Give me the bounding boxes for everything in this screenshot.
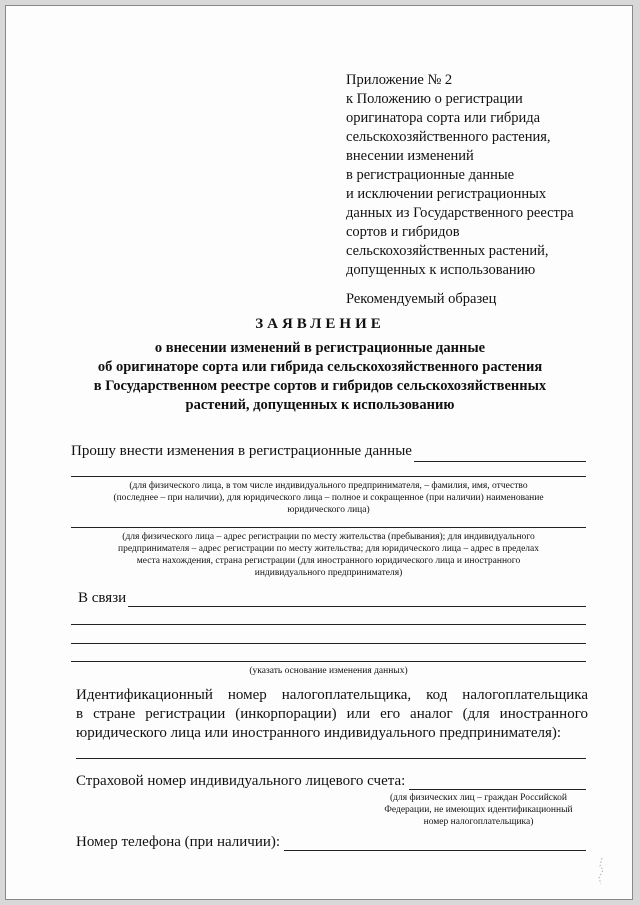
document-subtitle-line: в Государственном реестре сортов и гибридов сельскохозяйственных bbox=[93, 378, 547, 394]
name-note-line: (для физического лица, в том числе индивидуального предпринимателя, – фамилия, имя, отчество bbox=[129, 481, 528, 491]
document-page bbox=[5, 5, 633, 900]
tin-label-line: Идентификационный номер налогоплательщика, код налогоплательщика bbox=[76, 687, 588, 703]
reason-note: (указать основание изменения данных) bbox=[249, 666, 408, 676]
header-line: сельскохозяйственных растений, bbox=[346, 243, 549, 259]
header-line: данных из Государственного реестра bbox=[346, 205, 574, 221]
header-line: оригинатора сорта или гибрида bbox=[346, 110, 541, 126]
name-note-line: (последнее – при наличии), для юридического лица – полное и сокращенное (при наличии) наименование bbox=[113, 493, 544, 503]
snils-note-line: номер налогоплательщика) bbox=[423, 817, 534, 827]
sample-label: Рекомендуемый образец bbox=[346, 291, 497, 307]
request-field[interactable] bbox=[414, 461, 586, 462]
document-subtitle-line: растений, допущенных к использованию bbox=[185, 397, 455, 413]
reason-field-line-4[interactable] bbox=[71, 661, 586, 662]
document-subtitle-line: об оригинаторе сорта или гибрида сельскохозяйственного растения bbox=[97, 359, 543, 375]
phone-label: Номер телефона (при наличии): bbox=[76, 834, 281, 850]
name-note-line: юридического лица) bbox=[287, 505, 370, 515]
header-line: и исключении регистрационных bbox=[346, 186, 547, 202]
scan-mark-icon bbox=[594, 856, 608, 886]
request-label: Прошу внести изменения в регистрационные данные bbox=[71, 443, 412, 459]
tin-label-line: в стране регистрации (инкорпорации) или его аналог (для иностранного bbox=[76, 706, 588, 722]
snils-label: Страховой номер индивидуального лицевого счета: bbox=[76, 773, 406, 789]
address-note-line: предпринимателя – адрес регистрации по месту жительства; для юридического лица – адрес в пределах bbox=[118, 544, 539, 554]
name-field[interactable] bbox=[71, 476, 586, 477]
reason-field-line-2[interactable] bbox=[71, 624, 586, 625]
header-line: допущенных к использованию bbox=[346, 262, 536, 278]
tin-field[interactable] bbox=[76, 758, 586, 759]
address-note-line: (для физического лица – адрес регистрации по месту жительства (пребывания); для индивидуального bbox=[122, 532, 535, 542]
phone-field[interactable] bbox=[284, 850, 586, 851]
header-line: сортов и гибридов bbox=[346, 224, 460, 240]
reason-label: В связи bbox=[78, 590, 127, 606]
snils-note-line: (для физических лиц – граждан Российской bbox=[390, 793, 567, 803]
document-title: ЗАЯВЛЕНИЕ bbox=[255, 316, 385, 332]
snils-field[interactable] bbox=[409, 789, 586, 790]
snils-note-line: Федерации, не имеющих идентификационный bbox=[384, 805, 573, 815]
address-note-line: индивидуального предпринимателя) bbox=[254, 568, 403, 578]
tin-label-line: юридического лица или иностранного индивидуального предпринимателя): bbox=[76, 725, 562, 741]
header-line: к Положению о регистрации bbox=[346, 91, 523, 107]
document-subtitle-line: о внесении изменений в регистрационные данные bbox=[154, 340, 486, 356]
header-line: Приложение № 2 bbox=[346, 72, 453, 88]
header-line: в регистрационные данные bbox=[346, 167, 515, 183]
address-field[interactable] bbox=[71, 527, 586, 528]
reason-field[interactable] bbox=[128, 606, 586, 607]
address-note-line: места нахождения, страна регистрации (для иностранного юридического лица и иностранного bbox=[136, 556, 521, 566]
reason-field-line-3[interactable] bbox=[71, 643, 586, 644]
header-line: сельскохозяйственного растения, bbox=[346, 129, 551, 145]
header-line: внесении изменений bbox=[346, 148, 474, 164]
